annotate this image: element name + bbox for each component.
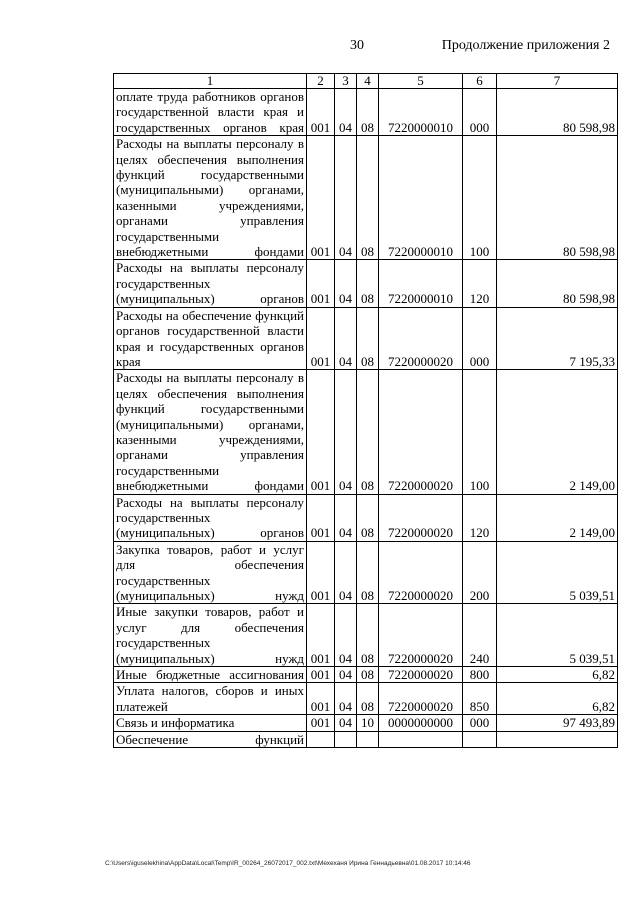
budget-table (113, 73, 618, 748)
row-section: 04 (335, 260, 357, 307)
row-subsection: 10 (357, 715, 379, 731)
row-target: 7220000010 (379, 89, 463, 136)
row-section (335, 731, 357, 747)
row-section: 04 (335, 683, 357, 715)
row-section: 04 (335, 370, 357, 494)
row-name: Иные закупки товаров, работ и услуг для обеспечения государственных (муниципальных) нужд (114, 604, 307, 667)
row-expense-type: 240 (463, 604, 497, 667)
row-amount: 80 598,98 (497, 89, 618, 136)
row-expense-type: 000 (463, 307, 497, 370)
table-row (114, 260, 618, 307)
row-amount: 80 598,98 (497, 136, 618, 260)
row-amount (497, 731, 618, 747)
row-code (307, 731, 335, 747)
row-subsection (357, 731, 379, 747)
table-row (114, 89, 618, 136)
row-subsection: 08 (357, 494, 379, 541)
page-header (0, 38, 640, 58)
row-target: 7220000020 (379, 683, 463, 715)
row-name: Расходы на обеспечение функций органов государственной власти края и государственных органов края (114, 307, 307, 370)
row-amount: 6,82 (497, 667, 618, 683)
row-subsection: 08 (357, 370, 379, 494)
row-subsection: 08 (357, 604, 379, 667)
row-expense-type: 120 (463, 494, 497, 541)
row-target: 7220000020 (379, 494, 463, 541)
row-amount: 5 039,51 (497, 604, 618, 667)
row-expense-type: 000 (463, 715, 497, 731)
row-amount: 6,82 (497, 683, 618, 715)
row-name: Расходы на выплаты персоналу в целях обеспечения выполнения функций государственными (муниципальными) органами, казенными учреждениями, органами управления государственными внебюджетными фондами (114, 136, 307, 260)
row-expense-type: 200 (463, 541, 497, 604)
row-amount: 2 149,00 (497, 370, 618, 494)
row-subsection: 08 (357, 667, 379, 683)
row-expense-type: 120 (463, 260, 497, 307)
row-amount: 2 149,00 (497, 494, 618, 541)
file-path-footer: C:\Users\iguselekhina\AppData\Local\Temp\IR_00264_26072017_002.txt\Мехеханя Ирина Геннадьевна\01.08.2017 10:14:46 (105, 860, 471, 867)
row-target: 7220000020 (379, 307, 463, 370)
column-header: 7 (497, 74, 618, 89)
column-header: 6 (463, 74, 497, 89)
row-amount: 5 039,51 (497, 541, 618, 604)
table-row (114, 494, 618, 541)
row-target: 0000000000 (379, 715, 463, 731)
row-amount: 7 195,33 (497, 307, 618, 370)
row-target: 7220000020 (379, 604, 463, 667)
row-code: 001 (307, 541, 335, 604)
table-row (114, 731, 618, 747)
row-section: 04 (335, 307, 357, 370)
table-row (114, 370, 618, 494)
table-row (114, 715, 618, 731)
row-code: 001 (307, 494, 335, 541)
row-code: 001 (307, 667, 335, 683)
row-subsection: 08 (357, 260, 379, 307)
row-code: 001 (307, 370, 335, 494)
row-section: 04 (335, 136, 357, 260)
row-code: 001 (307, 715, 335, 731)
column-header: 4 (357, 74, 379, 89)
table-row (114, 667, 618, 683)
row-name: Уплата налогов, сборов и иных платежей (114, 683, 307, 715)
row-name: Закупка товаров, работ и услуг для обеспечения государственных (муниципальных) нужд (114, 541, 307, 604)
row-name: Расходы на выплаты персоналу государственных (муниципальных) органов (114, 494, 307, 541)
column-header: 2 (307, 74, 335, 89)
row-name: Иные бюджетные ассигнования (114, 667, 307, 683)
row-subsection: 08 (357, 89, 379, 136)
row-section: 04 (335, 89, 357, 136)
row-expense-type: 800 (463, 667, 497, 683)
table-row (114, 136, 618, 260)
row-target: 7220000010 (379, 136, 463, 260)
row-name: Связь и информатика (114, 715, 307, 731)
row-name: Расходы на выплаты персоналу государственных (муниципальных) органов (114, 260, 307, 307)
column-header: 5 (379, 74, 463, 89)
table-row (114, 604, 618, 667)
row-name: Обеспечение функций (114, 731, 307, 747)
row-target: 7220000020 (379, 667, 463, 683)
table-header-row (114, 74, 618, 89)
table-row (114, 541, 618, 604)
column-header: 1 (114, 74, 307, 89)
row-expense-type: 000 (463, 89, 497, 136)
row-expense-type (463, 731, 497, 747)
row-target: 7220000020 (379, 541, 463, 604)
row-expense-type: 100 (463, 370, 497, 494)
row-subsection: 08 (357, 136, 379, 260)
row-section: 04 (335, 715, 357, 731)
row-subsection: 08 (357, 307, 379, 370)
row-code: 001 (307, 136, 335, 260)
row-code: 001 (307, 683, 335, 715)
row-subsection: 08 (357, 541, 379, 604)
row-name: Расходы на выплаты персоналу в целях обеспечения выполнения функций государственными (муниципальными) органами, казенными учреждениями, органами управления государственными внебюджетными фондами (114, 370, 307, 494)
row-code: 001 (307, 307, 335, 370)
row-expense-type: 100 (463, 136, 497, 260)
row-section: 04 (335, 541, 357, 604)
row-expense-type: 850 (463, 683, 497, 715)
continuation-label: Продолжение приложения 2 (441, 38, 610, 53)
row-target (379, 731, 463, 747)
column-header: 3 (335, 74, 357, 89)
table-row (114, 307, 618, 370)
page-number: 30 (350, 38, 364, 53)
row-code: 001 (307, 89, 335, 136)
row-code: 001 (307, 604, 335, 667)
table-row (114, 683, 618, 715)
row-target: 7220000010 (379, 260, 463, 307)
row-target: 7220000020 (379, 370, 463, 494)
row-name: оплате труда работников органов государственной власти края и государственных органов края (114, 89, 307, 136)
row-amount: 97 493,89 (497, 715, 618, 731)
row-section: 04 (335, 604, 357, 667)
row-section: 04 (335, 667, 357, 683)
row-amount: 80 598,98 (497, 260, 618, 307)
row-subsection: 08 (357, 683, 379, 715)
row-section: 04 (335, 494, 357, 541)
row-code: 001 (307, 260, 335, 307)
